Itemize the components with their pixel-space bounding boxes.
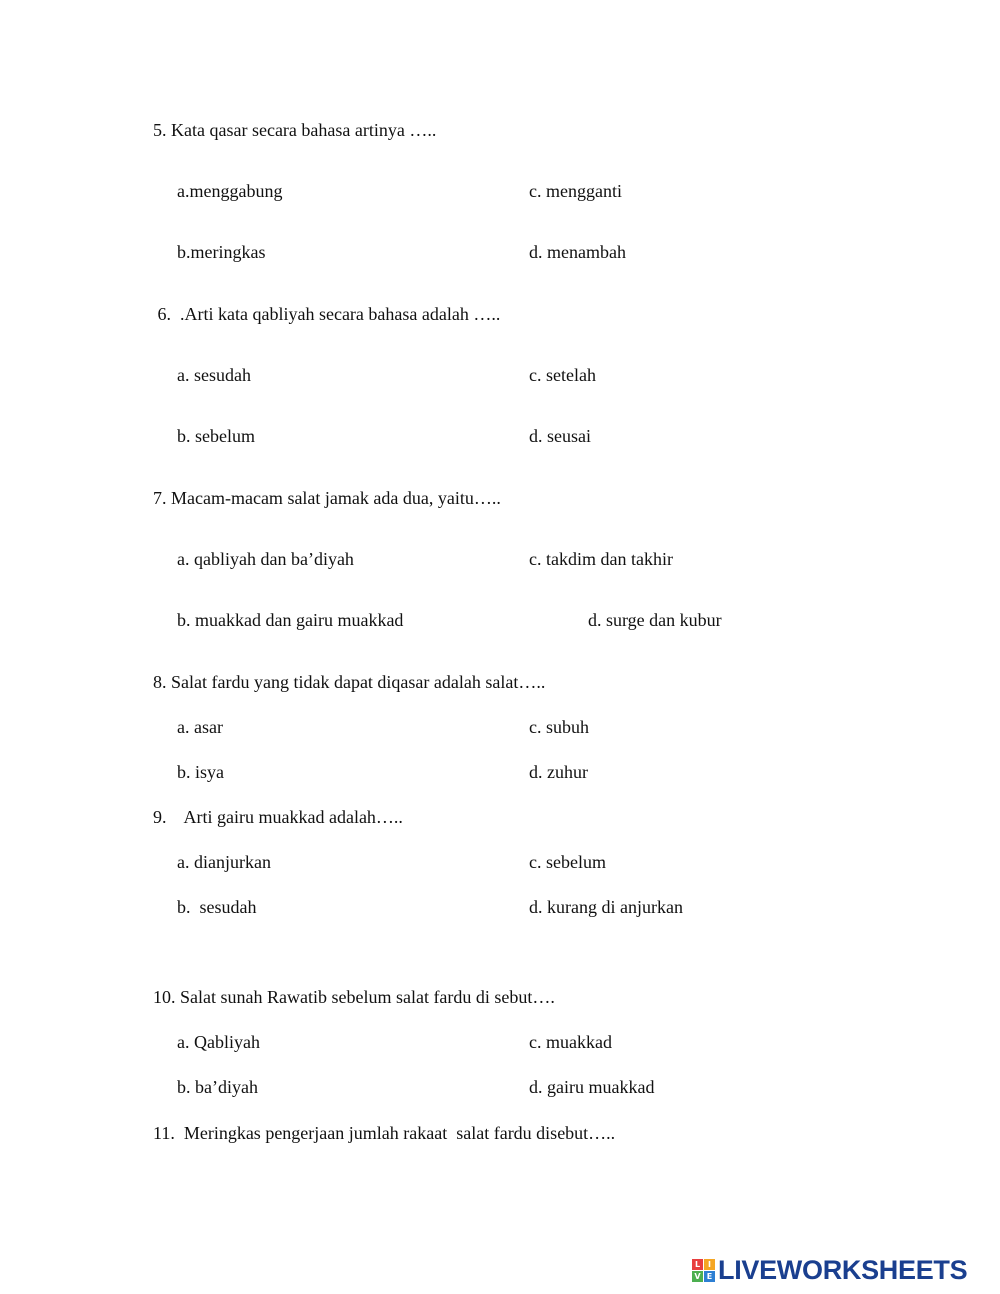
logo-tile-l: L [692, 1259, 703, 1270]
question-5-option-d: d. menambah [529, 242, 626, 262]
question-9-prompt: 9. Arti gairu muakkad adalah….. [153, 807, 403, 827]
liveworksheets-brand [692, 1254, 967, 1286]
question-9-option-d: d. kurang di anjurkan [529, 897, 683, 917]
question-5-prompt: 5. Kata qasar secara bahasa artinya ….. [153, 120, 437, 140]
question-7-option-d: d. surge dan kubur [588, 610, 722, 630]
logo-tile-e: E [704, 1271, 715, 1282]
question-10-option-a: a. Qabliyah [177, 1032, 260, 1052]
question-9-option-b: b. sesudah [177, 897, 257, 917]
liveworksheets-wordmark: LIVEWORKSHEETS [718, 1254, 968, 1285]
question-5-option-b: b.meringkas [177, 242, 266, 262]
question-10-option-b: b. ba’diyah [177, 1077, 258, 1097]
question-5-option-a: a.menggabung [177, 181, 283, 201]
liveworksheets-logo-icon [692, 1259, 715, 1282]
question-11-prompt: 11. Meringkas pengerjaan jumlah rakaat salat fardu disebut….. [153, 1123, 616, 1143]
question-6-option-d: d. seusai [529, 426, 591, 446]
question-8-option-d: d. zuhur [529, 762, 588, 782]
logo-tile-v: V [692, 1271, 703, 1282]
logo-tile-i: I [704, 1259, 715, 1270]
question-10-option-c: c. muakkad [529, 1032, 612, 1052]
question-7-prompt: 7. Macam-macam salat jamak ada dua, yaitu….. [153, 488, 501, 508]
question-10-prompt: 10. Salat sunah Rawatib sebelum salat fardu di sebut…. [153, 987, 555, 1007]
question-6-prompt: 6. .Arti kata qabliyah secara bahasa adalah ….. [153, 304, 501, 324]
question-8-prompt: 8. Salat fardu yang tidak dapat diqasar adalah salat….. [153, 672, 546, 692]
question-9-option-c: c. sebelum [529, 852, 606, 872]
question-8-option-b: b. isya [177, 762, 224, 782]
question-7-option-b: b. muakkad dan gairu muakkad [177, 610, 404, 630]
question-6-option-b: b. sebelum [177, 426, 255, 446]
question-8-option-c: c. subuh [529, 717, 589, 737]
question-5-option-c: c. mengganti [529, 181, 622, 201]
question-8-option-a: a. asar [177, 717, 223, 737]
question-7-option-c: c. takdim dan takhir [529, 549, 673, 569]
question-9-option-a: a. dianjurkan [177, 852, 271, 872]
question-6-option-c: c. setelah [529, 365, 596, 385]
question-7-option-a: a. qabliyah dan ba’diyah [177, 549, 354, 569]
question-6-option-a: a. sesudah [177, 365, 251, 385]
question-10-option-d: d. gairu muakkad [529, 1077, 655, 1097]
